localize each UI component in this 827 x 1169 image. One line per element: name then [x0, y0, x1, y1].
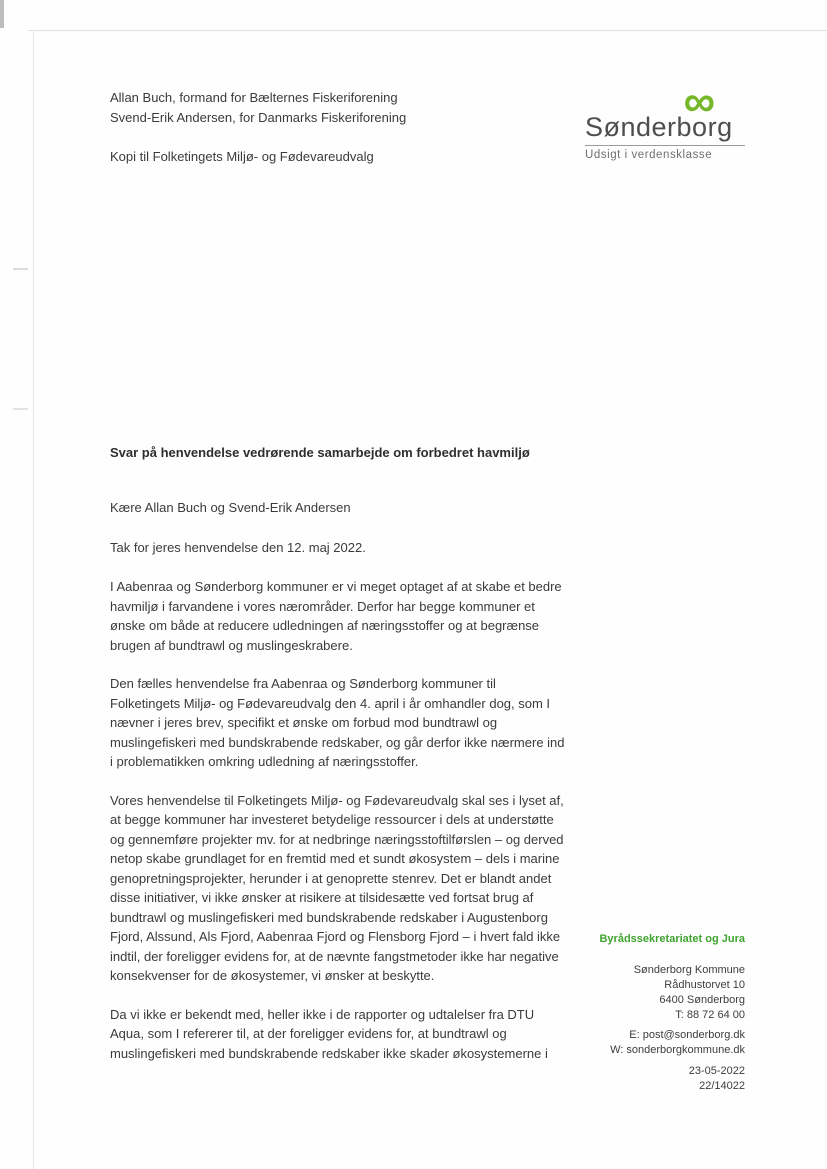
paragraph: Den fælles henvendelse fra Aabenraa og Sønderborg kommuner til Folketingets Miljø- og Fødevareudvalg den 4. april i år omhandler dog, som I nævner i jeres brev, specifikt et ønske om forbud mod bundtrawl og muslingefiskeri med bundskrabende redskaber, og går derfor ikke nærmere ind i problematikken omkring udledning af næringsstoffer.: [110, 676, 565, 769]
department-name: Byrådssekretariatet og Jura: [599, 933, 745, 945]
scan-edge-top: [28, 30, 827, 31]
scan-corner-mark: [0, 0, 4, 28]
scan-edge-left: [33, 30, 34, 1169]
paragraph: Vores henvendelse til Folketingets Miljø- og Fødevareudvalg skal ses i lyset af, at begge kommuner har investeret betydelige ressourcer i dels at understøtte og gennemføre projekter mv. for at nedbringe næringsstoftilførslen – og derved netop skabe grundlaget for en fremtid med et sundt økosystem – dels i marine genopretningsprojekter, herunder i at genoprette stenrev. Det er blandt andet disse initiativer, vi ikke ønsker at risikere at tilsidesætte ved fortsat brug af bundtrawl og muslingefiskeri med bundskrabende redskaber i Augustenborg Fjord, Alssund, Als Fjord, Aabenraa Fjord og Flensborg Fjord – i hvert fald ikke indtil, der foreligger evidens for, at de nævnte fangstmetoder ikke har negative konsekvenser for de økosystemer, vi ønsker at beskytte.: [110, 792, 564, 983]
logo-tagline: Udsigt i verdensklasse: [585, 149, 713, 161]
fold-mark: [13, 268, 28, 270]
recipient-line: Svend-Erik Andersen, for Danmarks Fiskeriforening: [110, 109, 407, 125]
intro-line: Tak for jeres henvendelse den 12. maj 2022.: [110, 539, 366, 555]
date-block: [545, 1064, 745, 1094]
paragraph: Da vi ikke er bekendt med, heller ikke i de rapporter og udtalelser fra DTU Aqua, som I refererer til, at der foreligger evidens for, at bundtrawl og muslingefiskeri med bundskrabende redskaber ikke skader økosystemerne i: [110, 1006, 548, 1061]
letter-body-column: [110, 88, 566, 1082]
logo-divider: [585, 145, 745, 146]
salutation: Kære Allan Buch og Svend-Erik Andersen: [110, 500, 351, 515]
copy-line: Kopi til Folketingets Miljø- og Fødevareudvalg: [110, 149, 374, 164]
address-line: Sønderborg Kommune: [633, 964, 745, 976]
recipient-block: [110, 88, 566, 127]
logo-wordmark: Sønderborg: [585, 112, 733, 142]
address-line: Rådhustorvet 10: [664, 979, 745, 991]
journal-number: 22/14022: [699, 1080, 745, 1092]
subject-line: Svar på henvendelse vedrørende samarbejde om forbedret havmiljø: [110, 444, 530, 460]
fold-mark: [13, 408, 28, 410]
phone-line: T: 88 72 64 00: [675, 1009, 745, 1021]
letter-date: 23-05-2022: [688, 1065, 745, 1077]
infinity-logo-icon: ∞: [683, 77, 715, 126]
website-line: W: sonderborgkommune.dk: [610, 1044, 745, 1056]
contact-block: [545, 932, 745, 1094]
web-block: [545, 1028, 745, 1058]
address-line: 6400 Sønderborg: [659, 994, 745, 1006]
body-paragraphs: [110, 577, 566, 1063]
paragraph: I Aabenraa og Sønderborg kommuner er vi meget optaget af at skabe et bedre havmiljø i farvandene i vores nærområder. Derfor har begge kommuner et ønske om både at reducere udledningen af næringsstoffer og at begrænse brugen af bundtrawl og muslingeskrabere.: [110, 579, 562, 653]
email-line: E: post@sonderborg.dk: [629, 1029, 745, 1041]
sonderborg-logo: [585, 77, 745, 161]
address-block: [545, 963, 745, 1023]
recipient-line: Allan Buch, formand for Bælternes Fiskeriforening: [110, 90, 398, 105]
